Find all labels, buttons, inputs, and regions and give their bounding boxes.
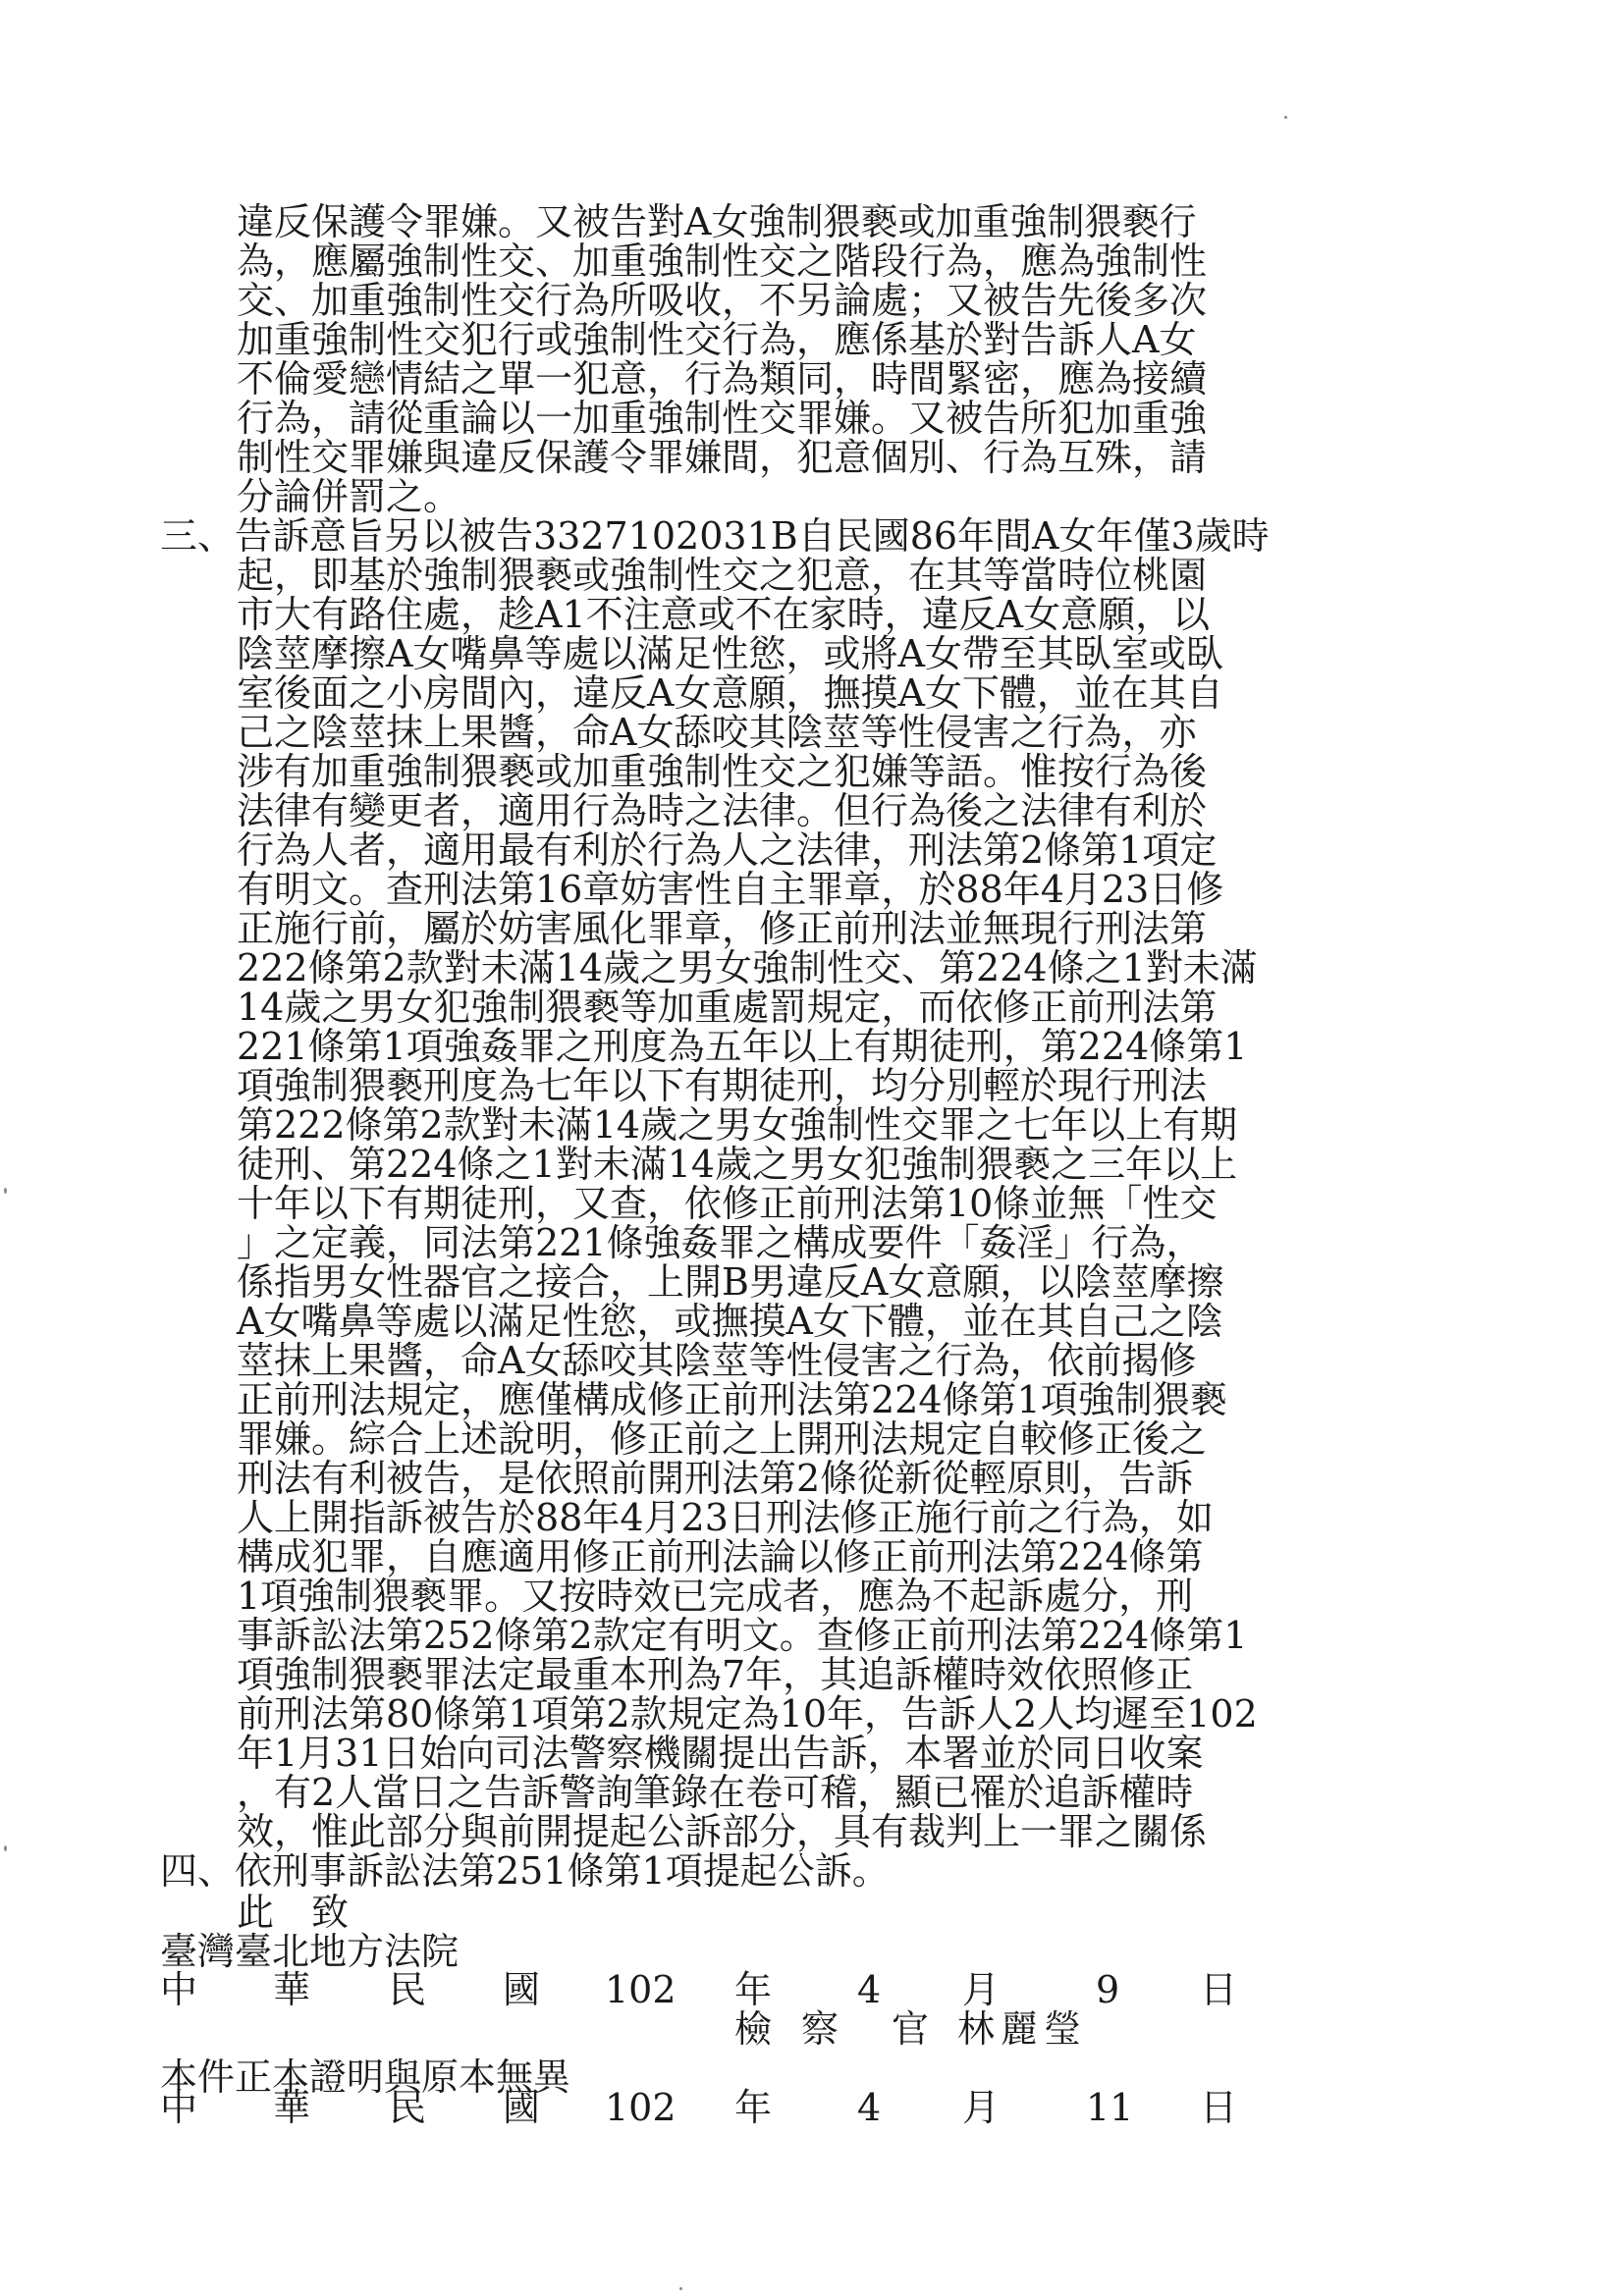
text-line: 效，惟此部分與前開提起公訴部分，具有裁判上一罪之關係 (237, 1810, 1208, 1853)
text-line: A女嘴鼻等處以滿足性慾，或撫摸A女下體，並在其自己之陰 (237, 1300, 1223, 1343)
text-line: 年1月31日始向司法警察機關提出告訴，本署並於同日收案 (237, 1732, 1204, 1775)
closing-salutation: 此 致 (237, 1891, 350, 1934)
text-line: 221條第1項強姦罪之刑度為五年以上有期徒刑，第224條第1 (237, 1025, 1248, 1068)
text-line: 構成犯罪，自應適用修正前刑法論以修正前刑法第224條第 (237, 1535, 1204, 1578)
text-line: 行為人者，適用最有利於行為人之法律，刑法第2條第1項定 (237, 828, 1218, 872)
text-line: 陰莖摩擦A女嘴鼻等處以滿足性慾，或將A女帶至其臥室或臥 (237, 632, 1223, 675)
date-year: 102 (605, 2086, 677, 2129)
title-char: 檢 (734, 2007, 773, 2051)
issue-date-row (0, 1969, 1624, 2010)
date-day: 11 (1086, 2086, 1134, 2129)
text-line: 市大有路住處，趁A1不注意或不在家時，違反A女意願，以 (237, 593, 1211, 636)
prosecutor-name: 林麗瑩 (957, 2007, 1088, 2051)
date-char: 華 (273, 1968, 311, 2011)
scan-speck (4, 1188, 7, 1194)
scan-speck (679, 2287, 682, 2290)
text-line: 室後面之小房間內，違反A女意願，撫摸A女下體，並在其自 (237, 671, 1223, 715)
text-line: 為，應屬強制性交、加重強制性交之階段行為，應為強制性 (237, 240, 1208, 283)
text-line: 正前刑法規定，應僅構成修正前刑法第224條第1項強制猥褻 (237, 1378, 1227, 1421)
text-line: 制性交罪嫌與違反保護令罪嫌間，犯意個別、行為互殊，請 (237, 436, 1208, 479)
text-line: 項強制猥褻刑度為七年以下有期徒刑，均分別輕於現行刑法 (237, 1064, 1208, 1107)
title-char: 官 (892, 2007, 930, 2051)
date-char: 月 (962, 1968, 1001, 2011)
text-line: 己之陰莖抹上果醬，命A女舔咬其陰莖等性侵害之行為，亦 (237, 711, 1197, 754)
text-line: 不倫愛戀情結之單一犯意，行為類同，時間緊密，應為接續 (237, 357, 1208, 400)
text-line: 涉有加重強制猥褻或加重強制性交之犯嫌等語。惟按行為後 (237, 750, 1208, 793)
text-line: 人上開指訴被告於88年4月23日刑法修正施行前之行為，如 (237, 1496, 1214, 1539)
text-line: 222條第2款對未滿14歲之男女強制性交、第224條之1對未滿 (237, 946, 1258, 989)
text-line: 前刑法第80條第1項第2款規定為10年，告訴人2人均遲至102 (237, 1692, 1258, 1735)
text-line: 第222條第2款對未滿14歲之男女強制性交罪之七年以上有期 (237, 1103, 1238, 1147)
certification-line: 本件正本證明與原本無異 (160, 2056, 571, 2099)
date-char: 中 (160, 2086, 198, 2129)
text-line: 14歲之男女犯強制猥褻等加重處罰規定，而依修正前刑法第 (237, 986, 1218, 1029)
date-month: 4 (857, 2086, 882, 2129)
text-line: ，有2人當日之告訴警詢筆錄在卷可稽，顯已罹於追訴權時 (237, 1771, 1194, 1814)
text-line: 莖抹上果醬，命A女舔咬其陰莖等性侵害之行為，依前揭修 (237, 1339, 1197, 1382)
date-char: 中 (160, 1968, 198, 2011)
text-line: 項強制猥褻罪法定最重本刑為7年，其追訴權時效依照修正 (237, 1653, 1194, 1696)
text-line: 違反保護令罪嫌。又被告對A女強制猥褻或加重強制猥褻行 (237, 200, 1197, 243)
section-4-line: 四、依刑事訴訟法第251條第1項提起公訴。 (160, 1849, 890, 1893)
text-line: 行為，請從重論以一加重強制性交罪嫌。又被告所犯加重強 (237, 397, 1208, 440)
text-line: 法律有變更者，適用行為時之法律。但行為後之法律有利於 (237, 789, 1208, 832)
date-char: 華 (273, 2086, 311, 2129)
scan-speck (1284, 116, 1287, 119)
date-month: 4 (857, 1968, 882, 2011)
date-year: 102 (605, 1968, 677, 2011)
title-char: 察 (801, 2007, 839, 2051)
text-line: 事訴訟法第252條第2款定有明文。查修正前刑法第224條第1 (237, 1614, 1248, 1657)
text-line: 十年以下有期徒刑，又查，依修正前刑法第10條並無「性交 (237, 1182, 1218, 1225)
date-char: 日 (1200, 2086, 1238, 2129)
scan-speck (4, 1845, 7, 1851)
date-char: 年 (734, 1968, 773, 2011)
text-line: 罪嫌。綜合上述說明，修正前之上開刑法規定自較修正後之 (237, 1417, 1208, 1461)
date-char: 日 (1200, 1968, 1238, 2011)
prosecutor-row (0, 2008, 1624, 2050)
text-line: 有明文。查刑法第16章妨害性自主罪章，於88年4月23日修 (237, 868, 1224, 911)
court-name: 臺灣臺北地方法院 (160, 1930, 460, 1973)
date-char: 民 (389, 1968, 427, 2011)
certification-date-row (0, 2087, 1624, 2128)
text-line: 」之定義，同法第221條強姦罪之構成要件「姦淫」行為， (237, 1221, 1204, 1264)
text-line: 起，即基於強制猥褻或強制性交之犯意，在其等當時位桃園 (237, 554, 1208, 597)
date-char: 國 (503, 1968, 541, 2011)
text-line: 交、加重強制性交行為所吸收，不另論處；又被告先後多次 (237, 279, 1208, 322)
date-char: 月 (962, 2086, 1001, 2129)
date-char: 年 (734, 2086, 773, 2129)
text-line: 加重強制性交犯行或強制性交行為，應係基於對告訴人A女 (237, 318, 1197, 361)
date-char: 國 (503, 2086, 541, 2129)
text-line: 1項強制猥褻罪。又按時效已完成者，應為不起訴處分，刑 (237, 1575, 1194, 1618)
text-line: 分論併罰之。 (237, 475, 461, 518)
text-line: 刑法有利被告，是依照前開刑法第2條從新從輕原則，告訴 (237, 1457, 1194, 1500)
date-char: 民 (389, 2086, 427, 2129)
text-line: 係指男女性器官之接合，上開B男違反A女意願，以陰莖摩擦 (237, 1260, 1224, 1304)
section-3-heading-line: 三、告訴意旨另以被告3327102031B自民國86年間A女年僅3歲時 (160, 514, 1270, 558)
text-line: 徒刑、第224條之1對未滿14歲之男女犯強制猥褻之三年以上 (237, 1143, 1238, 1186)
text-line: 正施行前，屬於妨害風化罪章，修正前刑法並無現行刑法第 (237, 907, 1208, 950)
date-day: 9 (1096, 1968, 1120, 2011)
